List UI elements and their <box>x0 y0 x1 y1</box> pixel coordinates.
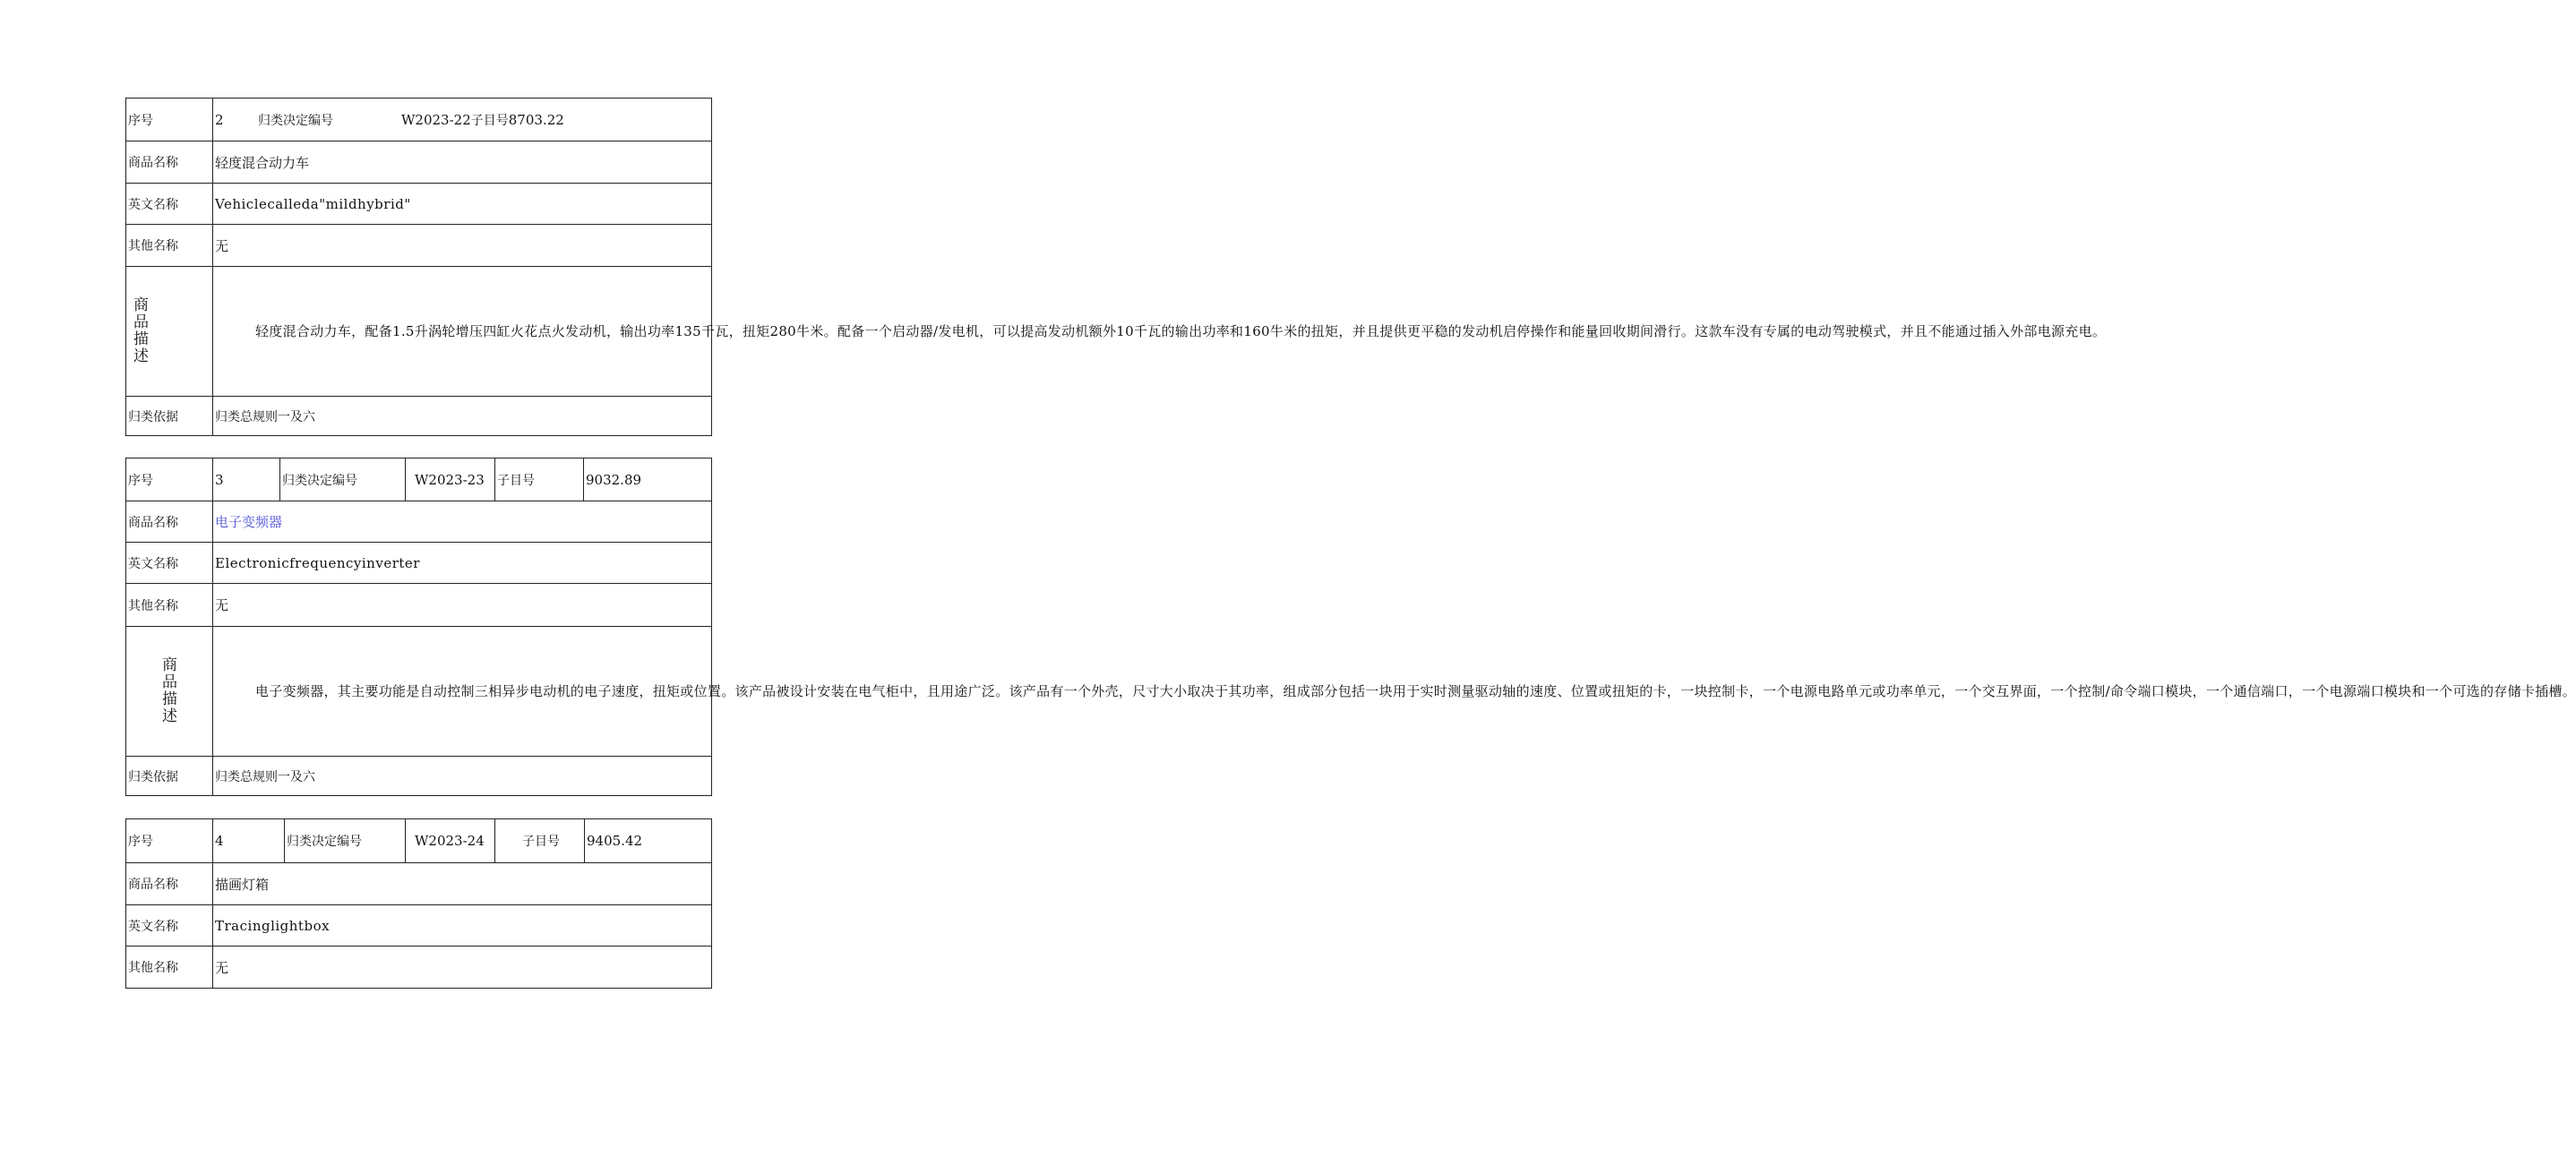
name-row <box>126 863 712 905</box>
description-value: 轻度混合动力车，配备1.5升涡轮增压四缸火花点火发动机，输出功率135千瓦，扭矩280牛米。配备一个启动器/发电机，可以提高发动机额外10千瓦的输出功率和160牛米的扭矩，并且提供更平稳的发动机启停操作和能量回收期间滑行。这款车没有专属的电动驾驶模式，并且不能通过插入外部电源充电。 <box>213 267 712 397</box>
header-row <box>126 819 712 863</box>
name-row <box>126 501 712 543</box>
seq-value: 4 <box>213 819 285 863</box>
decision-number: W2023-23 <box>406 458 495 501</box>
name-value: 电子变频器 <box>213 501 712 543</box>
subheading-label: 子目号 <box>495 458 584 501</box>
english-row <box>126 905 712 947</box>
description-label: 商品描述 <box>133 296 149 365</box>
description-label-cell <box>126 627 213 757</box>
other-value: 无 <box>213 947 712 989</box>
basis-label: 归类依据 <box>126 397 213 436</box>
description-row <box>126 627 712 757</box>
name-value: 轻度混合动力车 <box>213 141 712 184</box>
subheading-number: 9405.42 <box>585 819 712 863</box>
seq-value: 3 <box>213 458 280 501</box>
basis-label: 归类依据 <box>126 757 213 796</box>
description-label: 商品描述 <box>162 656 177 725</box>
record-table-3 <box>125 458 2576 796</box>
other-row <box>126 225 712 267</box>
name-label: 商品名称 <box>126 141 213 184</box>
decision-label: 归类决定编号 <box>280 458 406 501</box>
description-value: 电子变频器，其主要功能是自动控制三相异步电动机的电子速度，扭矩或位置。该产品被设计安装在电气柜中，且用途广泛。该产品有一个外壳，尺寸大小取决于其功率，组成部分包括一块用于实时测量驱动轴的速度、位置或扭矩的卡，一块控制卡，一个电源电路单元或功率单元，一个交互界面，一个控制/命令端口模块，一个通信端口，一个电源端口模块和一个可选的存储卡插槽。 <box>213 627 712 757</box>
other-row <box>126 584 712 627</box>
seq-value: 2 <box>215 111 224 128</box>
other-value: 无 <box>213 584 712 627</box>
english-row <box>126 543 712 584</box>
basis-value: 归类总规则一及六 <box>213 757 712 796</box>
header-row <box>126 458 712 501</box>
name-value: 描画灯箱 <box>213 863 712 905</box>
english-label: 英文名称 <box>126 905 213 947</box>
header-row <box>126 99 712 141</box>
other-label: 其他名称 <box>126 225 213 267</box>
english-label: 英文名称 <box>126 543 213 584</box>
description-label-cell <box>126 267 213 397</box>
header-cell <box>213 99 712 141</box>
english-value: Tracinglightbox <box>213 905 712 947</box>
decision-number: W2023-22 <box>401 111 471 128</box>
subheading-number: 9032.89 <box>584 458 712 501</box>
seq-label: 序号 <box>126 99 213 141</box>
decision-number: W2023-24 <box>406 819 495 863</box>
subheading-number: 8703.22 <box>508 111 564 128</box>
other-row <box>126 947 712 989</box>
name-label: 商品名称 <box>126 863 213 905</box>
other-label: 其他名称 <box>126 584 213 627</box>
subheading-label: 子目号 <box>470 113 509 128</box>
record-table-2 <box>125 98 2107 436</box>
basis-row <box>126 397 712 436</box>
other-label: 其他名称 <box>126 947 213 989</box>
seq-label: 序号 <box>126 819 213 863</box>
subheading-label: 子目号 <box>495 819 585 863</box>
decision-label: 归类决定编号 <box>285 819 406 863</box>
name-row <box>126 141 712 184</box>
english-label: 英文名称 <box>126 184 213 225</box>
description-row <box>126 267 712 397</box>
english-value: Electronicfrequencyinverter <box>213 543 712 584</box>
basis-value: 归类总规则一及六 <box>213 397 712 436</box>
english-row <box>126 184 712 225</box>
decision-label: 归类决定编号 <box>258 113 333 128</box>
record-table-4 <box>125 818 712 989</box>
english-value: Vehiclecalleda"mildhybrid" <box>213 184 712 225</box>
name-label: 商品名称 <box>126 501 213 543</box>
seq-label: 序号 <box>126 458 213 501</box>
other-value: 无 <box>213 225 712 267</box>
basis-row <box>126 757 712 796</box>
